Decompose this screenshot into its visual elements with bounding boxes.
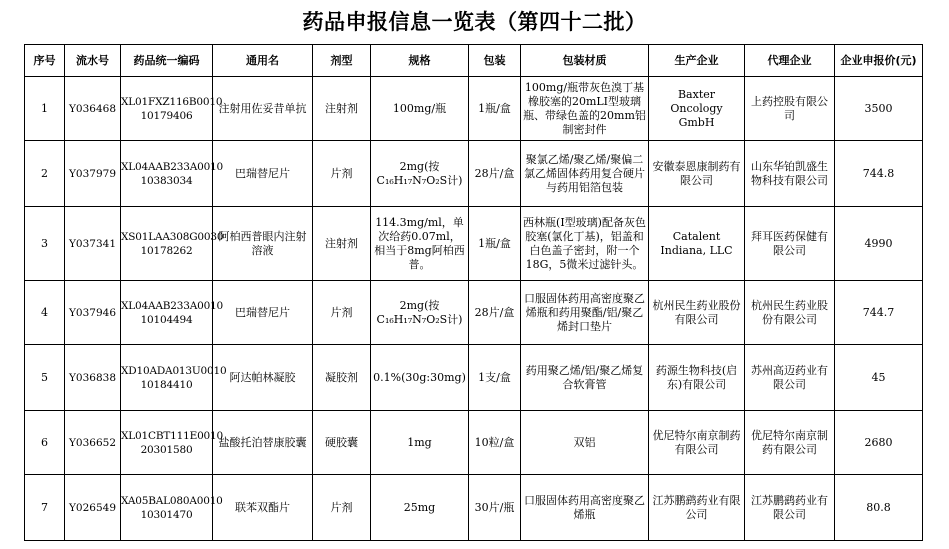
cell-specification: 100mg/瓶 (371, 77, 469, 141)
header-declared-price: 企业申报价(元) (835, 45, 923, 77)
cell-agent: 拜耳医药保健有限公司 (745, 207, 835, 281)
cell-agent: 杭州民生药业股份有限公司 (745, 281, 835, 345)
drug-code-line: XA05BAL080A0010 (121, 494, 223, 507)
cell-agent: 苏州高迈药业有限公司 (745, 345, 835, 411)
cell-drug-code (121, 411, 223, 475)
header-package: 包装 (469, 45, 521, 77)
cell-index: 4 (25, 281, 65, 345)
cell-declared-price: 2680 (835, 411, 923, 475)
cell-serial-number: Y036468 (65, 77, 121, 141)
cell-package-material: 药用聚乙烯/铝/聚乙烯复合软膏管 (521, 345, 649, 411)
cell-serial-number: Y037979 (65, 141, 121, 207)
cell-specification: 114.3mg/ml，单次给药0.07ml，相当于8mg阿柏西普。 (371, 207, 469, 281)
cell-package-material: 双铝 (521, 411, 649, 475)
table-row (25, 345, 923, 411)
cell-manufacturer: 安徽泰恩康制药有限公司 (649, 141, 745, 207)
cell-dosage-form: 片剂 (313, 475, 371, 541)
cell-package: 30片/瓶 (469, 475, 521, 541)
cell-serial-number: Y036838 (65, 345, 121, 411)
header-index: 序号 (25, 45, 65, 77)
cell-generic-name: 注射用佐妥昔单抗 (213, 77, 313, 141)
cell-package: 1瓶/盒 (469, 207, 521, 281)
header-generic-name: 通用名 (213, 45, 313, 77)
table-row (25, 141, 923, 207)
cell-package-material: 西林瓶(I型玻璃)配备灰色胶塞(氯化丁基)，铝盖和白色盖子密封，附一个18G，5微米过滤针头。 (521, 207, 649, 281)
cell-package: 28片/盒 (469, 141, 521, 207)
cell-dosage-form: 注射剂 (313, 207, 371, 281)
drug-code-line: 10179406 (140, 109, 193, 122)
cell-declared-price: 3500 (835, 77, 923, 141)
cell-index: 6 (25, 411, 65, 475)
cell-manufacturer: 药源生物科技(启东)有限公司 (649, 345, 745, 411)
cell-specification: 2mg(按C₁₆H₁₇N₇O₂S计) (371, 141, 469, 207)
cell-declared-price: 744.8 (835, 141, 923, 207)
table-row (25, 77, 923, 141)
cell-index: 7 (25, 475, 65, 541)
cell-package-material: 100mg/瓶带灰色溴丁基橡胶塞的20mLI型玻璃瓶、带绿色盖的20mm铝制密封件 (521, 77, 649, 141)
drug-info-table (24, 44, 923, 541)
cell-dosage-form: 凝胶剂 (313, 345, 371, 411)
cell-serial-number: Y037341 (65, 207, 121, 281)
cell-generic-name: 巴瑞替尼片 (213, 281, 313, 345)
cell-package: 1瓶/盒 (469, 77, 521, 141)
cell-package-material: 口服固体药用高密度聚乙烯瓶和药用聚酯/铝/聚乙烯封口垫片 (521, 281, 649, 345)
cell-dosage-form: 片剂 (313, 141, 371, 207)
cell-drug-code (121, 141, 224, 207)
drug-code-line: XL01CBT111E0010 (121, 429, 223, 442)
cell-declared-price: 744.7 (835, 281, 923, 345)
drug-code-line: 10383034 (140, 174, 193, 187)
table-row (25, 281, 923, 345)
table-row (25, 475, 923, 541)
cell-index: 2 (25, 141, 65, 207)
header-row (25, 45, 923, 77)
cell-agent: 山东华铂凯盛生物科技有限公司 (745, 141, 835, 207)
drug-code-line: XL04AAB233A0010 (121, 299, 224, 312)
cell-drug-code (121, 281, 224, 345)
header-manufacturer: 生产企业 (649, 45, 745, 77)
cell-drug-code (121, 77, 223, 141)
cell-index: 1 (25, 77, 65, 141)
cell-manufacturer: 江苏鹏鹞药业有限公司 (649, 475, 745, 541)
cell-generic-name: 联苯双酯片 (213, 475, 313, 541)
cell-serial-number: Y036652 (65, 411, 121, 475)
drug-code-line: XL01FXZ116B0010 (121, 95, 223, 108)
cell-package: 28片/盒 (469, 281, 521, 345)
cell-manufacturer: 杭州民生药业股份有限公司 (649, 281, 745, 345)
cell-specification: 1mg (371, 411, 469, 475)
cell-generic-name: 阿柏西普眼内注射溶液 (213, 207, 313, 281)
drug-code-line: 10184410 (140, 378, 193, 391)
header-specification: 规格 (371, 45, 469, 77)
table-body (25, 77, 923, 541)
cell-specification: 2mg(按C₁₆H₁₇N₇O₂S计) (371, 281, 469, 345)
drug-code-line: XS01LAA308G0030 (121, 230, 224, 243)
header-serial-number: 流水号 (65, 45, 121, 77)
header-package-material: 包装材质 (521, 45, 649, 77)
cell-drug-code (121, 345, 227, 411)
drug-code-line: 10301470 (140, 508, 193, 521)
cell-manufacturer: Catalent Indiana, LLC (649, 207, 745, 281)
table-row (25, 207, 923, 281)
cell-package-material: 聚氯乙烯/聚乙烯/聚偏二氯乙烯固体药用复合硬片与药用铝箔包装 (521, 141, 649, 207)
header-agent: 代理企业 (745, 45, 835, 77)
cell-drug-code (121, 207, 224, 281)
cell-dosage-form: 片剂 (313, 281, 371, 345)
drug-code-line: XD10ADA013U0010 (121, 364, 227, 377)
cell-generic-name: 巴瑞替尼片 (213, 141, 313, 207)
cell-package: 1支/盒 (469, 345, 521, 411)
cell-drug-code (121, 475, 223, 541)
cell-agent: 优尼特尔南京制药有限公司 (745, 411, 835, 475)
cell-generic-name: 阿达帕林凝胶 (213, 345, 313, 411)
cell-serial-number: Y026549 (65, 475, 121, 541)
document-title: 药品申报信息一览表（第四十二批） (302, 9, 647, 34)
drug-code-line: 20301580 (140, 443, 193, 456)
cell-manufacturer: Baxter Oncology GmbH (649, 77, 745, 141)
header-dosage-form: 剂型 (313, 45, 371, 77)
cell-agent: 上药控股有限公司 (745, 77, 835, 141)
cell-index: 3 (25, 207, 65, 281)
cell-package-material: 口服固体药用高密度聚乙烯瓶 (521, 475, 649, 541)
cell-index: 5 (25, 345, 65, 411)
cell-dosage-form: 硬胶囊 (313, 411, 371, 475)
cell-declared-price: 4990 (835, 207, 923, 281)
cell-serial-number: Y037946 (65, 281, 121, 345)
drug-code-line: 10178262 (140, 244, 193, 257)
cell-dosage-form: 注射剂 (313, 77, 371, 141)
cell-generic-name: 盐酸托泊替康胶囊 (213, 411, 313, 475)
drug-code-line: XL04AAB233A0010 (121, 160, 224, 173)
cell-manufacturer: 优尼特尔南京制药有限公司 (649, 411, 745, 475)
header-drug-code: 药品统一编码 (121, 45, 213, 77)
cell-agent: 江苏鹏鹞药业有限公司 (745, 475, 835, 541)
cell-specification: 25mg (371, 475, 469, 541)
cell-declared-price: 45 (835, 345, 923, 411)
table-row (25, 411, 923, 475)
cell-specification: 0.1%(30g:30mg) (371, 345, 469, 411)
drug-code-line: 10104494 (140, 313, 193, 326)
cell-declared-price: 80.8 (835, 475, 923, 541)
cell-package: 10粒/盒 (469, 411, 521, 475)
